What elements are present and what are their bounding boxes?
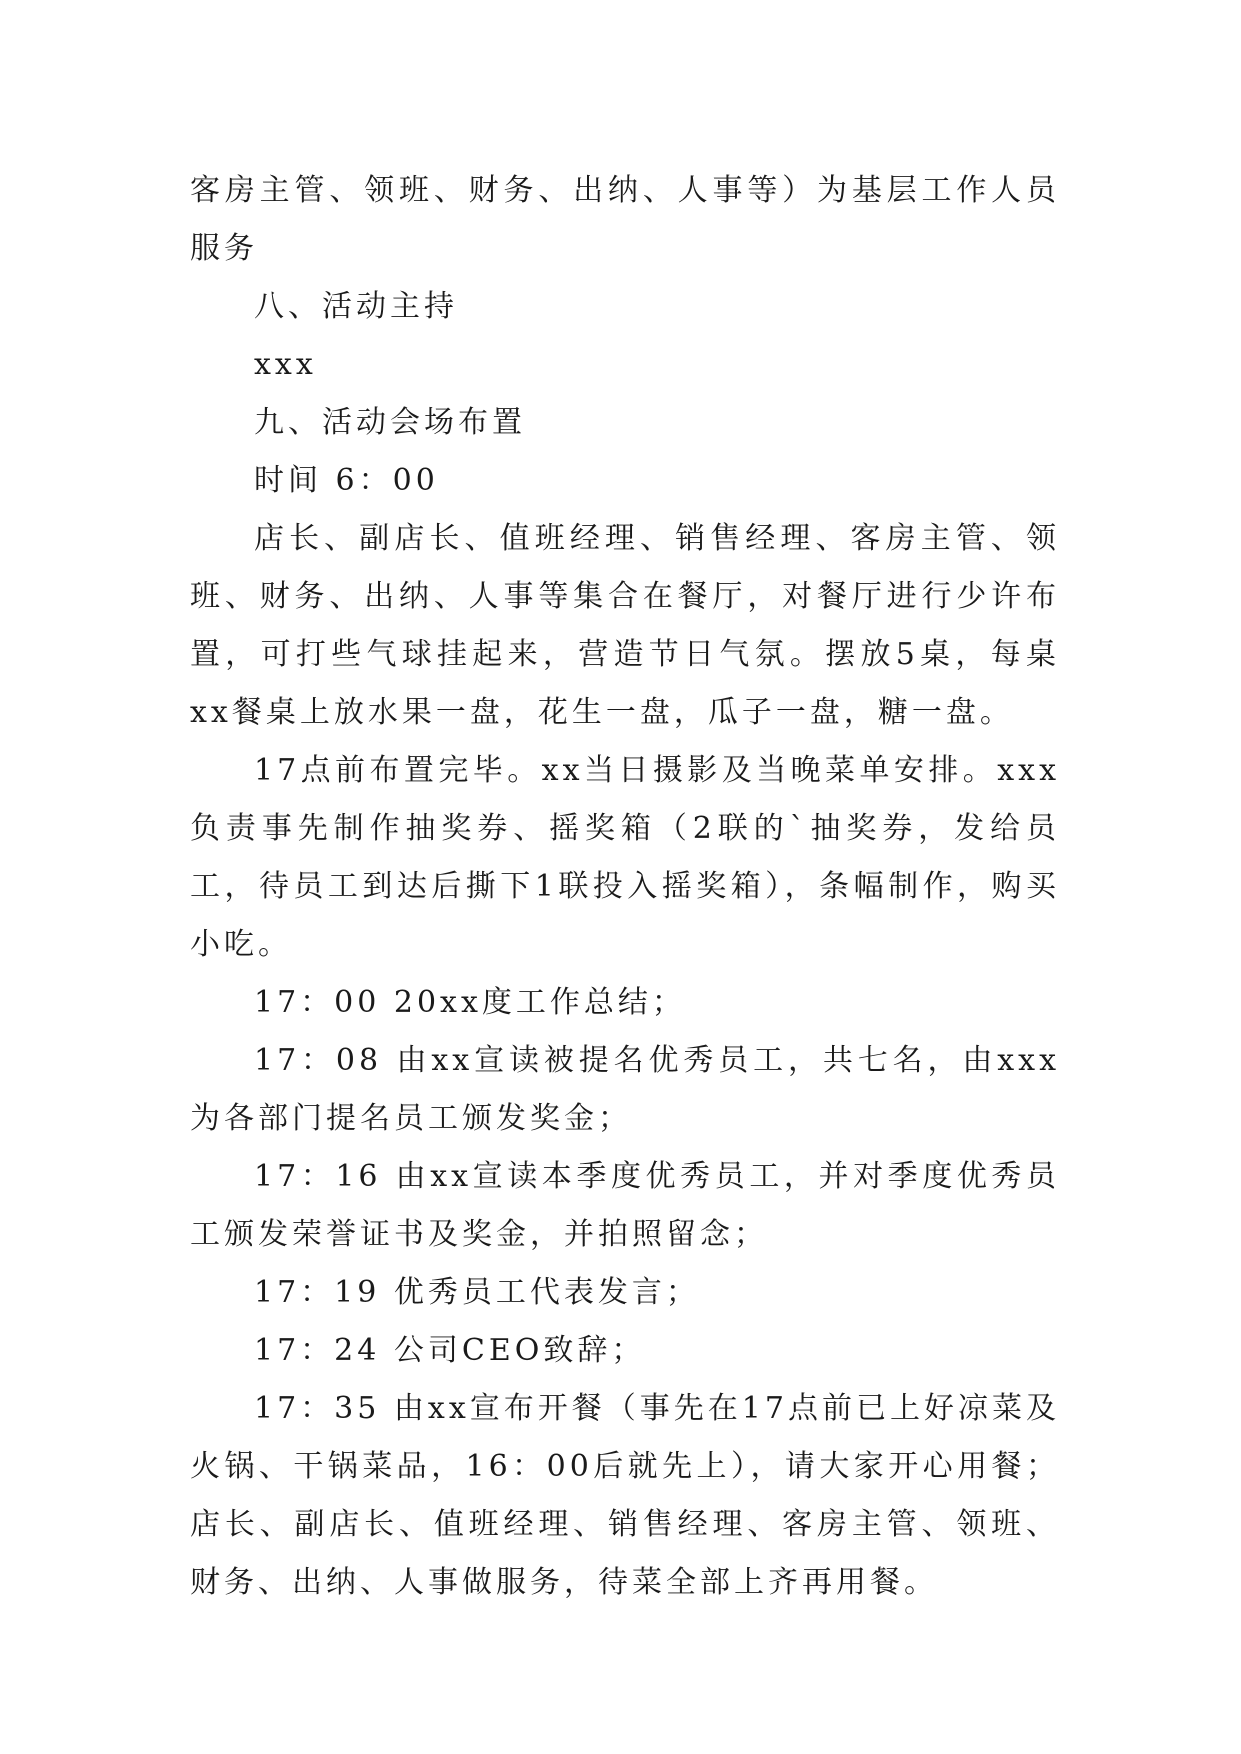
heading-venue-setup: 九、活动会场布置 <box>254 405 526 440</box>
schedule-item: 17：24 公司CEO致辞； <box>254 1333 646 1368</box>
schedule-item: 17：19 优秀员工代表发言； <box>254 1275 700 1310</box>
schedule-item: 17：16 由xx宣读本季度优秀员工，并对季度优秀员工颁发荣誉证书及奖金，并拍照留念； <box>190 1159 1060 1252</box>
schedule-item: 17：08 由xx宣读被提名优秀员工，共七名，由xxx为各部门提名员工颁发奖金； <box>190 1043 1060 1136</box>
schedule-item: 17：00 20xx度工作总结； <box>254 985 686 1020</box>
schedule-item: 17：35 由xx宣布开餐（事先在17点前已上好凉菜及火锅、干锅菜品，16：00后就先上），请大家开心用餐；店长、副店长、值班经理、销售经理、客房主管、领班、财务、出纳、人事做服务，待菜全部上齐再用餐。 <box>190 1391 1060 1600</box>
host-name: xxx <box>254 347 317 382</box>
heading-hosting: 八、活动主持 <box>254 289 458 324</box>
paragraph-preparation: 17点前布置完毕。xx当日摄影及当晚菜单安排。xxx负责事先制作抽奖券、摇奖箱（2联的`抽奖券，发给员工，待员工到达后撕下1联投入摇奖箱），条幅制作，购买小吃。 <box>190 753 1060 962</box>
paragraph-continuation: 客房主管、领班、财务、出纳、人事等）为基层工作人员服务 <box>190 173 1060 266</box>
document-page <box>190 162 1060 1612</box>
setup-time: 时间 6：00 <box>254 463 439 498</box>
paragraph-setup-details: 店长、副店长、值班经理、销售经理、客房主管、领班、财务、出纳、人事等集合在餐厅，对餐厅进行少许布置，可打些气球挂起来，营造节日气氛。摆放5桌，每桌xx餐桌上放水果一盘，花生一盘，瓜子一盘，糖一盘。 <box>190 521 1060 730</box>
